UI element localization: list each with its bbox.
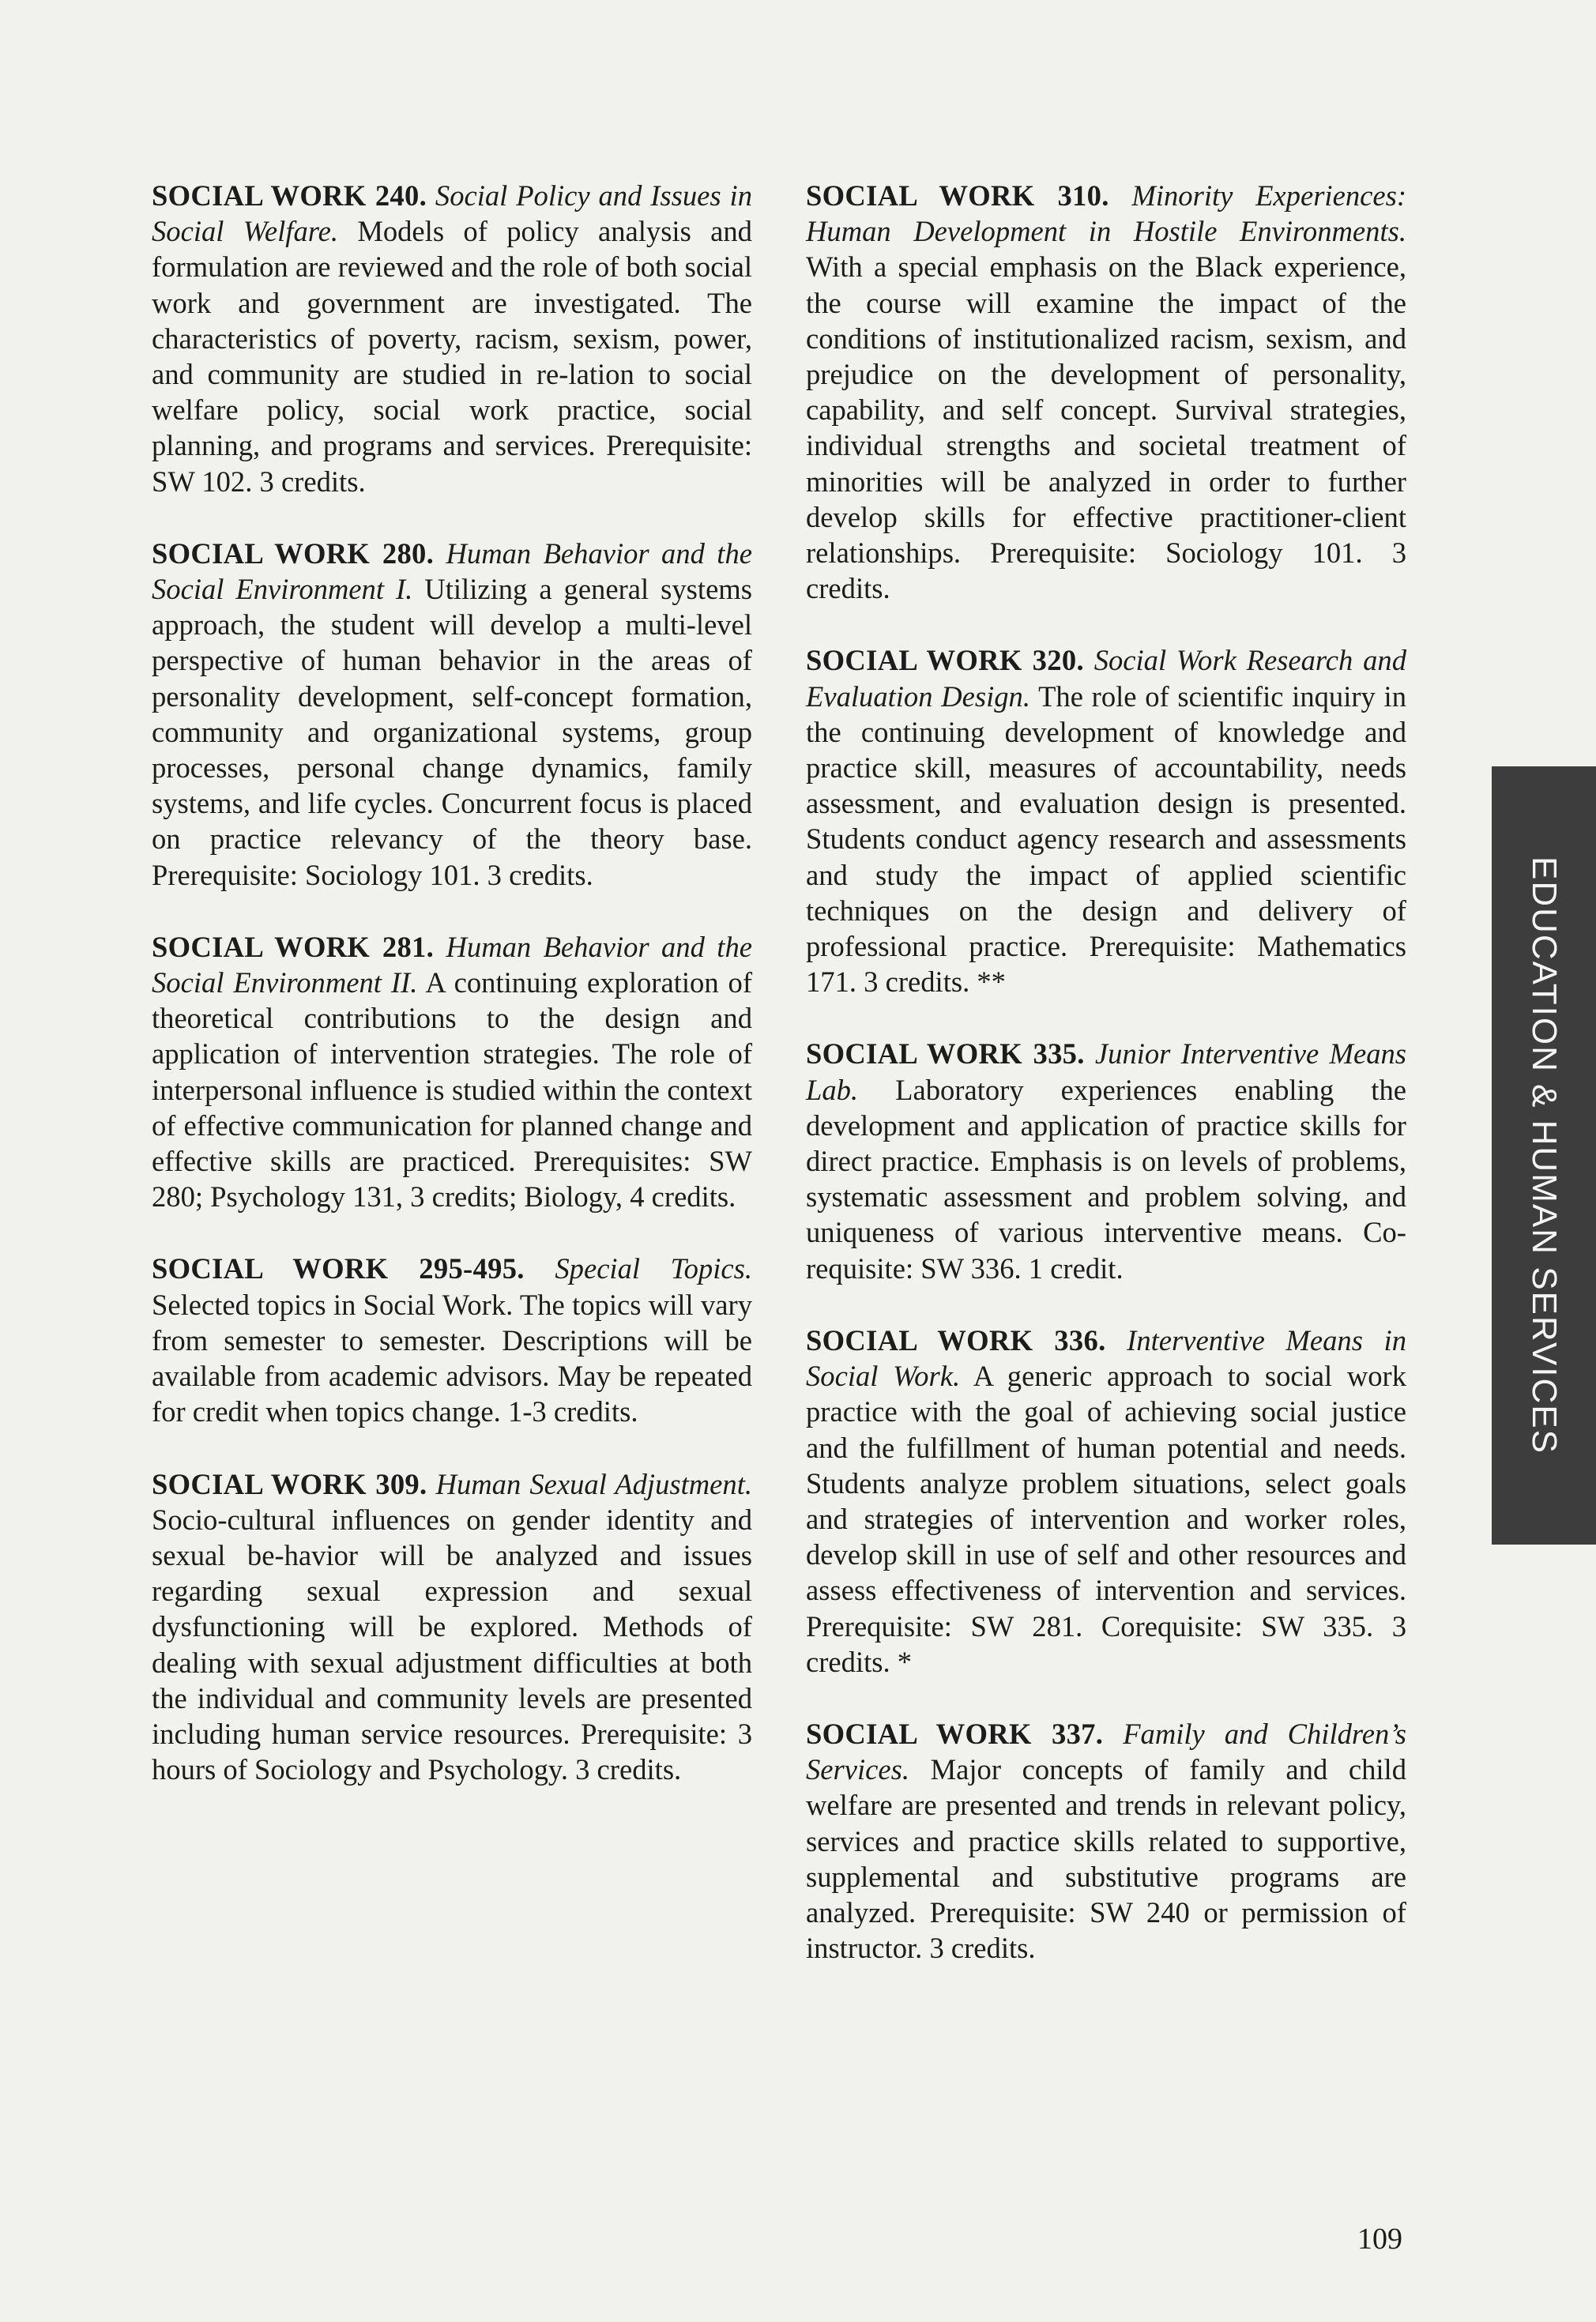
course-code: SOCIAL WORK 309. [152,1467,427,1500]
course-entry-sw-310 [806,178,1406,606]
course-entry-sw-336 [806,1323,1406,1680]
course-code: SOCIAL WORK 240. [152,179,427,212]
course-entry-sw-337 [806,1716,1406,1966]
course-code: SOCIAL WORK 310. [806,179,1109,212]
course-entry-sw-309 [152,1466,752,1788]
course-description: Selected topics in Social Work. The topics will vary from semester to semester. Descriptions will be available from academic advisors. May be repeated for credit when topics change. 1-3 credits. [152,1288,752,1428]
course-entry-sw-240 [152,178,752,499]
course-entry-sw-281 [152,929,752,1215]
course-entry-sw-295-495 [152,1251,752,1429]
course-entry-sw-320 [806,642,1406,999]
course-description: Utilizing a general systems approach, the student will develop a multi-level perspective of human behavior in the areas of personality development, self-concept formation, community and organizational systems, group processes, personal change dynamics, family systems, and life cycles. Concurrent focus is placed on practice relevancy of the theory base. Prerequisite: Sociology 101. 3 credits. [152,573,752,891]
course-code: SOCIAL WORK 335. [806,1037,1085,1071]
section-side-tab-label: EDUCATION & HUMAN SERVICES [1525,856,1564,1455]
page-number: 109 [1357,2222,1402,2256]
course-description: A continuing exploration of theoretical contributions to the design and application of intervention strategies. The role of interpersonal influence is studied within the context of effective communication for planned change and effective skills are practiced. Prerequisites: SW 280; Psychology 131, 3 credits; Biology, 4 credits. [152,966,753,1214]
course-entry-sw-335 [806,1036,1406,1285]
course-title: Social Policy and Issues in Social Welfare. [152,179,752,248]
course-code: SOCIAL WORK 281. [152,930,435,963]
course-title: Human Behavior and the Social Environment I. [152,536,752,606]
course-code: SOCIAL WORK 320. [806,644,1084,677]
course-title: Junior Interventive Means Lab. [806,1037,1407,1106]
course-description: Major concepts of family and child welfare are presented and trends in relevant policy, services and practice skills related to supportive, supplemental and substitutive programs are analyzed. Prerequisite: SW 240 or permission of instructor. 3 credits. [806,1753,1406,1965]
course-code: SOCIAL WORK 280. [152,536,435,570]
course-title: Social Work Research and Evaluation Design. [806,644,1407,713]
course-description: Laboratory experiences enabling the development and application of practice skills for direct practice. Emphasis is on levels of problems, systematic assessment and problem solving, and uniqueness of various interventive means. Co-requisite: SW 336. 1 credit. [806,1073,1406,1285]
course-description: Socio-cultural influences on gender identity and sexual be-havior will be analyzed and issues regarding sexual expression and sexual dysfunctioning will be explored. Methods of dealing with sexual adjustment difficulties at both the individual and community levels are presented including human service resources. Prerequisite: 3 hours of Sociology and Psychology. 3 credits. [152,1503,752,1786]
course-code: SOCIAL WORK 336. [806,1323,1106,1357]
course-title: Interventive Means in Social Work. [806,1323,1406,1393]
course-description: Models of policy analysis and formulation are reviewed and the role of both social work and government are investigated. The characteristics of poverty, racism, sexism, power, and community are studied in re-lation to social welfare policy, social work practice, social planning, and programs and services. Prerequisite: SW 102. 3 credits. [152,215,752,498]
course-title: Human Behavior and the Social Environment II. [152,930,752,999]
course-title: Family and Children’s Services. [806,1717,1406,1786]
course-title: Special Topics. [555,1252,752,1285]
course-title: Human Sexual Adjustment. [435,1467,752,1500]
course-description: A generic approach to social work practice with the goal of achieving social justice and the fulfillment of human potential and needs. Students analyze problem situations, select goals and strategies of intervention and worker roles, develop skill in use of self and other resources and assess effectiveness of intervention and services. Prerequisite: SW 281. Corequisite: SW 335. 3 credits. * [806,1360,1406,1678]
section-side-tab [1492,766,1596,1545]
course-description: With a special emphasis on the Black experience, the course will examine the impact of the conditions of institutionalized racism, sexism, and prejudice on the development of personality, capability, and self concept. Survival strategies, individual strengths and societal treatment of minorities will be analyzed in order to further develop skills for effective practitioner-client relationships. Prerequisite: Sociology 101. 3 credits. [806,250,1406,605]
course-code: SOCIAL WORK 295-495. [152,1252,525,1285]
course-code: SOCIAL WORK 337. [806,1717,1104,1750]
course-title: Minority Experiences: Human Development in Hostile Environments. [806,179,1407,248]
left-column [152,178,752,1823]
right-column [806,178,1406,2002]
course-description: The role of scientific inquiry in the continuing development of knowledge and practice skill, measures of accountability, needs assessment, and evaluation design is presented. Students conduct agency research and assessments and study the impact of applied scientific techniques on the design and delivery of professional practice. Prerequisite: Mathematics 171. 3 credits. ** [806,679,1406,999]
course-entry-sw-280 [152,536,752,893]
